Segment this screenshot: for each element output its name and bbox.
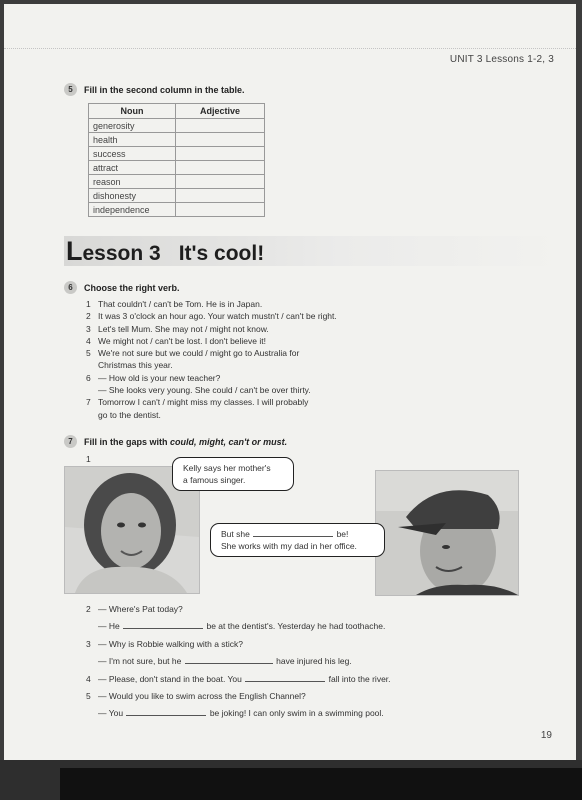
list-item	[86, 335, 386, 347]
exercise-6-number: 6	[64, 281, 77, 294]
answer-end: have injured his leg.	[276, 656, 352, 667]
item-text[interactable]: Let's tell Mum. She may not / might not know.	[98, 323, 269, 334]
list-item	[86, 347, 386, 372]
item-text[interactable]: We might not / can't be lost. I don't believe it!	[98, 335, 266, 346]
list-item	[86, 636, 446, 671]
table-row	[89, 161, 265, 175]
item-number: 2	[86, 604, 91, 614]
answer-end: be joking! I can only swim in a swimming pool.	[209, 708, 384, 719]
sentence-end: fall into the river.	[328, 673, 391, 684]
answer-end: be at the dentist's. Yesterday he had toothache.	[206, 621, 386, 632]
bubble-reply-end: be!	[336, 529, 349, 539]
adjective-answer-cell[interactable]	[176, 161, 265, 175]
exercise-6-list	[86, 298, 386, 421]
item-number: 2	[86, 311, 91, 322]
adjective-answer-cell[interactable]	[176, 203, 265, 217]
item-number: 6	[86, 372, 91, 383]
list-item	[86, 310, 386, 322]
column-header-adjective: Adjective	[176, 104, 265, 119]
table-row	[89, 147, 265, 161]
noun-cell: independence	[89, 203, 176, 217]
answer-gap[interactable]	[245, 673, 325, 682]
item-text[interactable]: Tomorrow I can't / might miss my classes. I will probably	[98, 397, 309, 408]
column-header-noun: Noun	[89, 104, 176, 119]
list-item	[86, 601, 446, 636]
answer-line	[98, 618, 446, 635]
workbook-page	[4, 4, 576, 760]
list-item	[86, 372, 386, 397]
instruction-modal-words: could, might, can't or must.	[170, 437, 288, 447]
answer-lead: — I'm not sure, but he	[98, 656, 182, 667]
exercise-5-instruction: Fill in the second column in the table.	[84, 85, 245, 95]
noun-cell: success	[89, 147, 176, 161]
item-text-continued: Christmas this year.	[98, 360, 173, 371]
question-line: — Would you like to swim across the English Channel?	[98, 691, 306, 702]
table-row	[89, 133, 265, 147]
item-text[interactable]: It was 3 o'clock an hour ago. Your watch mustn't / can't be right.	[98, 311, 337, 322]
adjective-answer-cell[interactable]	[176, 147, 265, 161]
table-row	[89, 175, 265, 189]
list-item	[86, 323, 386, 335]
item-text-continued: go to the dentist.	[98, 409, 161, 420]
item-1-number: 1	[86, 454, 91, 464]
table-header-row	[89, 104, 265, 119]
list-item	[86, 671, 446, 688]
table-row	[89, 203, 265, 217]
lesson-heading	[66, 236, 264, 267]
noun-cell: dishonesty	[89, 189, 176, 203]
answer-gap[interactable]	[253, 528, 333, 537]
sentence-lead: — Please, don't stand in the boat. You	[98, 673, 242, 684]
exercise-7-instruction	[84, 437, 287, 447]
adjective-answer-cell[interactable]	[176, 133, 265, 147]
noun-cell: reason	[89, 175, 176, 189]
item-number: 1	[86, 299, 91, 309]
bubble-line: a famous singer.	[183, 475, 246, 485]
table-row	[89, 119, 265, 133]
item-text-continued[interactable]: — She looks very young. She could / can't be over thirty.	[98, 385, 311, 396]
answer-lead: — He	[98, 621, 120, 632]
sentence-line	[98, 671, 446, 688]
speech-bubble-kelly	[172, 457, 294, 491]
table-row	[89, 189, 265, 203]
item-number: 4	[86, 673, 91, 684]
bubble-line	[221, 528, 374, 540]
noun-cell: generosity	[89, 119, 176, 133]
unit-header: UNIT 3 Lessons 1-2, 3	[449, 54, 554, 65]
exercise-5-number: 5	[64, 83, 77, 96]
answer-gap[interactable]	[185, 655, 273, 664]
answer-gap[interactable]	[126, 707, 206, 716]
bubble-line: She works with my dad in her office.	[221, 541, 357, 551]
answer-line	[98, 653, 446, 670]
question-line: — Where's Pat today?	[98, 604, 183, 614]
list-item	[86, 396, 386, 421]
answer-gap[interactable]	[123, 620, 203, 629]
lesson-subtitle: It's cool!	[178, 242, 265, 265]
boy-photo-illustration	[376, 471, 518, 595]
item-text[interactable]: That couldn't / can't be Tom. He is in Japan.	[98, 299, 263, 309]
lesson-number: esson 3	[82, 242, 161, 265]
speech-bubble-reply	[210, 523, 385, 557]
bubble-line: Kelly says her mother's	[183, 463, 271, 473]
exercise-6-instruction: Choose the right verb.	[84, 283, 180, 293]
scan-bottom-shadow	[60, 768, 582, 800]
page-number: 19	[540, 730, 552, 741]
item-number: 3	[86, 323, 91, 334]
exercise-7-list	[86, 601, 446, 723]
item-text[interactable]: We're not sure but we could / might go to Australia for	[98, 348, 300, 359]
instruction-lead: Fill in the gaps with	[84, 437, 171, 447]
item-number: 7	[86, 397, 91, 408]
header-rule	[4, 48, 576, 49]
adjective-answer-cell[interactable]	[176, 175, 265, 189]
noun-adjective-table	[88, 103, 265, 217]
item-text: — How old is your new teacher?	[98, 372, 221, 383]
exercise-7-number: 7	[64, 435, 77, 448]
list-item	[86, 298, 386, 310]
list-item	[86, 688, 446, 723]
boy-photo	[375, 470, 519, 596]
answer-line	[98, 705, 446, 722]
noun-cell: health	[89, 133, 176, 147]
item-number: 5	[86, 691, 91, 702]
item-number: 3	[86, 638, 91, 649]
bubble-reply-lead: But she	[221, 529, 250, 539]
item-number: 5	[86, 348, 91, 359]
noun-cell: attract	[89, 161, 176, 175]
adjective-answer-cell[interactable]	[176, 189, 265, 203]
item-number: 4	[86, 335, 91, 346]
question-line: — Why is Robbie walking with a stick?	[98, 638, 244, 649]
adjective-answer-cell[interactable]	[176, 119, 265, 133]
answer-lead: — You	[98, 708, 124, 719]
lesson-initial: L	[66, 236, 83, 266]
